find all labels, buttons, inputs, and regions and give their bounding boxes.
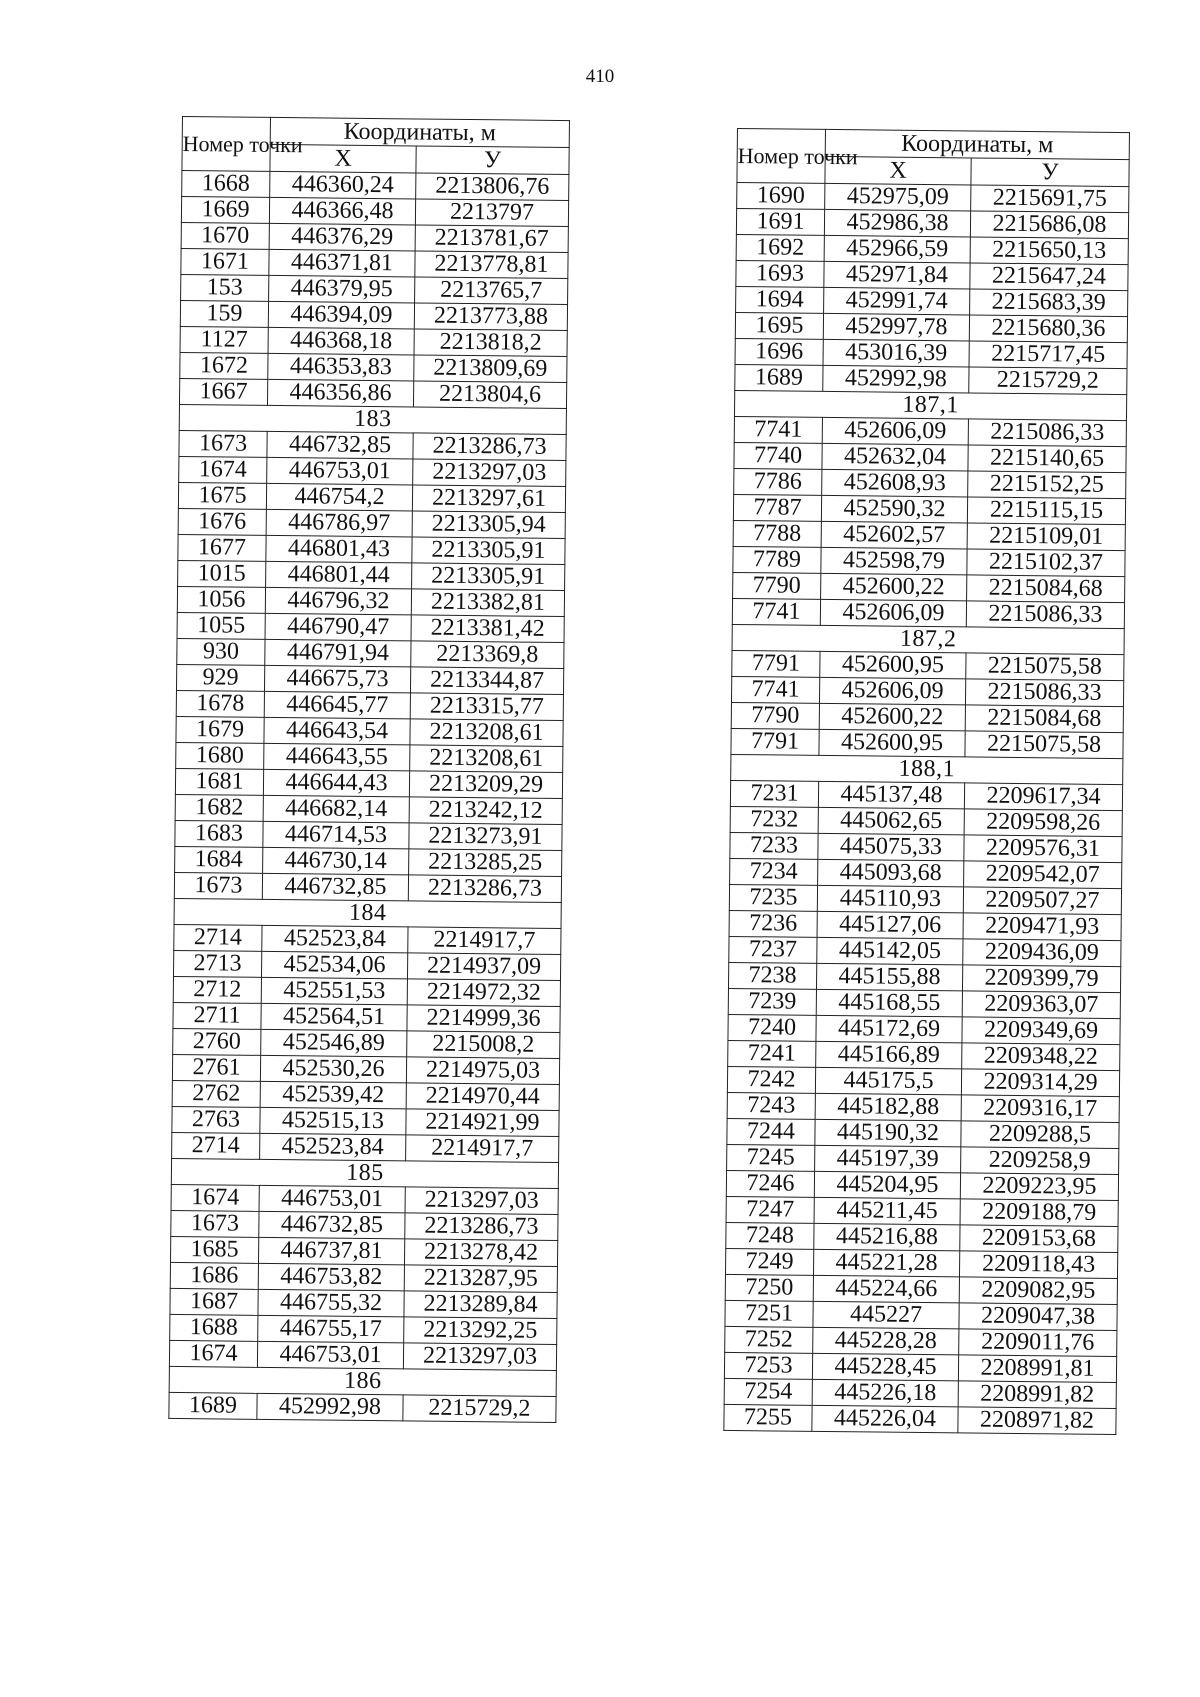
x-coordinate-cell: 452551,53 [261, 977, 407, 1005]
point-number-cell: 2711 [173, 1002, 261, 1029]
y-coordinate-cell: 2213286,73 [405, 1213, 558, 1241]
point-number-cell: 7231 [730, 780, 818, 807]
page-number: 410 [585, 66, 615, 87]
x-coordinate-cell: 446753,82 [258, 1263, 404, 1291]
point-number-cell: 2763 [172, 1106, 260, 1133]
x-coordinate-cell: 452600,22 [821, 573, 967, 601]
point-number-cell: 7252 [725, 1326, 813, 1353]
point-number-cell: 1686 [170, 1262, 258, 1289]
x-coordinate-cell: 446790,47 [265, 613, 411, 641]
x-coordinate-cell: 452992,98 [257, 1393, 403, 1421]
point-number-cell: 1692 [736, 234, 824, 261]
y-coordinate-cell: 2215152,25 [968, 471, 1126, 499]
x-coordinate-cell: 445142,05 [817, 937, 963, 965]
y-coordinate-cell: 2213297,61 [412, 485, 565, 513]
point-number-cell: 7251 [725, 1300, 813, 1327]
y-coordinate-cell: 2214972,32 [407, 979, 560, 1007]
section-number: 184 [174, 898, 561, 928]
x-coordinate-cell: 452991,74 [824, 287, 970, 315]
x-coordinate-cell: 446371,81 [269, 249, 415, 277]
section-number: 187,1 [734, 390, 1126, 420]
x-coordinate-cell: 452598,79 [821, 547, 967, 575]
y-coordinate-cell: 2209436,09 [963, 939, 1121, 967]
point-number-cell: 7240 [728, 1014, 816, 1041]
y-coordinate-cell: 2215084,68 [965, 705, 1123, 733]
point-number-cell: 1678 [176, 690, 264, 717]
y-coordinate-cell: 2215729,2 [969, 367, 1127, 395]
y-coordinate-cell: 2215075,58 [966, 653, 1124, 681]
y-coordinate-cell: 2213804,6 [413, 381, 566, 409]
x-coordinate-cell: 446360,24 [270, 171, 416, 199]
x-coordinate-cell: 446801,43 [266, 535, 412, 563]
point-number-cell: 7741 [734, 416, 822, 443]
x-coordinate-cell: 452539,42 [260, 1081, 406, 1109]
x-coordinate-cell: 446353,83 [268, 353, 414, 381]
y-coordinate-cell: 2209316,17 [961, 1095, 1119, 1123]
point-number-cell: 1688 [170, 1314, 258, 1341]
x-coordinate-cell: 446737,81 [258, 1237, 404, 1265]
point-number-cell: 1673 [171, 1210, 259, 1237]
x-coordinate-cell: 445075,33 [818, 833, 964, 861]
x-coordinate-cell: 445127,06 [817, 911, 963, 939]
point-number-cell: 7740 [734, 442, 822, 469]
table-row [179, 378, 566, 408]
x-coordinate-cell: 446730,14 [263, 847, 409, 875]
y-coordinate-cell: 2209399,79 [962, 965, 1120, 993]
y-coordinate-cell: 2213208,61 [410, 719, 563, 747]
point-number-cell: 1674 [171, 1184, 259, 1211]
y-coordinate-cell: 2213806,76 [416, 173, 569, 201]
y-coordinate-cell: 2215102,37 [967, 549, 1125, 577]
x-coordinate-cell: 445182,88 [815, 1093, 961, 1121]
table-row [172, 1132, 559, 1162]
y-coordinate-cell: 2215086,33 [966, 601, 1124, 629]
point-number-cell: 7786 [734, 468, 822, 495]
y-coordinate-cell: 2209349,69 [962, 1017, 1120, 1045]
y-coordinate-cell: 2209471,93 [963, 913, 1121, 941]
x-coordinate-cell: 452523,84 [262, 925, 408, 953]
point-number-cell: 1687 [170, 1288, 258, 1315]
y-coordinate-cell: 2215717,45 [969, 341, 1127, 369]
point-number-cell: 1673 [179, 430, 267, 457]
header-point-number: Номер точки [737, 129, 826, 184]
point-number-cell: 1127 [180, 326, 268, 353]
x-coordinate-cell: 452606,09 [822, 417, 968, 445]
point-number-cell: 1685 [170, 1236, 258, 1263]
x-coordinate-cell: 452515,13 [260, 1107, 406, 1135]
x-coordinate-cell: 446755,17 [258, 1315, 404, 1343]
x-coordinate-cell: 446379,95 [269, 275, 415, 303]
x-coordinate-cell: 446796,32 [265, 587, 411, 615]
x-coordinate-cell: 446732,85 [267, 431, 413, 459]
point-number-cell: 7248 [726, 1222, 814, 1249]
point-number-cell: 7233 [730, 832, 818, 859]
x-coordinate-cell: 452534,06 [261, 951, 407, 979]
x-coordinate-cell: 446675,73 [264, 665, 410, 693]
x-coordinate-cell: 446753,01 [257, 1341, 403, 1369]
y-coordinate-cell: 2208991,81 [958, 1355, 1116, 1383]
x-coordinate-cell: 446786,97 [266, 509, 412, 537]
y-coordinate-cell: 2214917,7 [408, 927, 561, 955]
y-coordinate-cell: 2213289,84 [404, 1291, 557, 1319]
point-number-cell: 2714 [174, 924, 262, 951]
x-coordinate-cell: 445166,89 [816, 1041, 962, 1069]
x-coordinate-cell: 452971,84 [824, 261, 970, 289]
x-coordinate-cell: 445155,88 [816, 963, 962, 991]
point-number-cell: 7791 [732, 650, 820, 677]
table-row [735, 364, 1127, 394]
x-coordinate-cell: 446754,2 [266, 483, 412, 511]
point-number-cell: 1667 [179, 378, 267, 405]
x-coordinate-cell: 452530,26 [260, 1055, 406, 1083]
point-number-cell: 159 [180, 300, 268, 327]
point-number-cell: 2713 [173, 950, 261, 977]
point-number-cell: 7239 [728, 988, 816, 1015]
x-coordinate-cell: 453016,39 [823, 339, 969, 367]
point-number-cell: 1681 [175, 768, 263, 795]
y-coordinate-cell: 2213209,29 [409, 771, 562, 799]
x-coordinate-cell: 446366,48 [269, 197, 415, 225]
x-coordinate-cell: 445224,66 [813, 1275, 959, 1303]
y-coordinate-cell: 2209011,76 [959, 1329, 1117, 1357]
y-coordinate-cell: 2215686,08 [970, 211, 1128, 239]
y-coordinate-cell: 2213286,73 [413, 433, 566, 461]
y-coordinate-cell: 2213765,7 [415, 277, 568, 305]
x-coordinate-cell: 446682,14 [263, 795, 409, 823]
y-coordinate-cell: 2213781,67 [415, 225, 568, 253]
y-coordinate-cell: 2215084,68 [967, 575, 1125, 603]
y-coordinate-cell: 2214921,99 [406, 1109, 559, 1137]
point-number-cell: 7250 [725, 1274, 813, 1301]
point-number-cell: 1679 [176, 716, 264, 743]
point-number-cell: 1682 [175, 794, 263, 821]
x-coordinate-cell: 452564,51 [261, 1003, 407, 1031]
header-x: X [270, 144, 416, 173]
x-coordinate-cell: 445221,28 [813, 1249, 959, 1277]
y-coordinate-cell: 2215008,2 [407, 1031, 560, 1059]
y-coordinate-cell: 2215683,39 [970, 289, 1128, 317]
point-number-cell: 7244 [727, 1118, 815, 1145]
header-coordinates: Координаты, м [270, 117, 569, 147]
y-coordinate-cell: 2209118,43 [959, 1251, 1117, 1279]
point-number-cell: 2712 [173, 976, 261, 1003]
point-number-cell: 7235 [729, 884, 817, 911]
point-number-cell: 929 [176, 664, 264, 691]
y-coordinate-cell: 2209348,22 [962, 1043, 1120, 1071]
section-number: 185 [171, 1158, 558, 1188]
point-number-cell: 7790 [731, 702, 819, 729]
x-coordinate-cell: 445228,28 [813, 1327, 959, 1355]
point-number-cell: 1055 [177, 612, 265, 639]
header-x: X [825, 156, 971, 185]
y-coordinate-cell: 2215086,33 [965, 679, 1123, 707]
y-coordinate-cell: 2213208,61 [410, 745, 563, 773]
x-coordinate-cell: 452602,57 [821, 521, 967, 549]
point-number-cell: 2714 [172, 1132, 260, 1159]
y-coordinate-cell: 2215729,2 [403, 1395, 556, 1423]
x-coordinate-cell: 445197,39 [815, 1145, 961, 1173]
y-coordinate-cell: 2213297,03 [413, 459, 566, 487]
point-number-cell: 7245 [727, 1144, 815, 1171]
y-coordinate-cell: 2213797 [415, 199, 568, 227]
y-coordinate-cell: 2214917,7 [406, 1135, 559, 1163]
y-coordinate-cell: 2209082,95 [959, 1277, 1117, 1305]
x-coordinate-cell: 452606,09 [820, 599, 966, 627]
y-coordinate-cell: 2209617,34 [964, 783, 1122, 811]
x-coordinate-cell: 452992,98 [823, 365, 969, 393]
y-coordinate-cell: 2214937,09 [407, 953, 560, 981]
point-number-cell: 7246 [726, 1170, 814, 1197]
point-number-cell: 1670 [181, 222, 269, 249]
x-coordinate-cell: 445211,45 [814, 1197, 960, 1225]
y-coordinate-cell: 2208971,82 [958, 1407, 1116, 1435]
y-coordinate-cell: 2213382,81 [411, 589, 564, 617]
coordinates-table-right [723, 128, 1130, 1435]
point-number-cell: 7234 [730, 858, 818, 885]
y-coordinate-cell: 2213286,73 [408, 875, 561, 903]
x-coordinate-cell: 446376,29 [269, 223, 415, 251]
point-number-cell: 1671 [181, 248, 269, 275]
point-number-cell: 1696 [735, 338, 823, 365]
y-coordinate-cell: 2213297,03 [405, 1187, 558, 1215]
point-number-cell: 7236 [729, 910, 817, 937]
y-coordinate-cell: 2209047,38 [959, 1303, 1117, 1331]
x-coordinate-cell: 452523,84 [260, 1133, 406, 1161]
x-coordinate-cell: 445137,48 [818, 781, 964, 809]
x-coordinate-cell: 446753,01 [267, 457, 413, 485]
point-number-cell: 7237 [729, 936, 817, 963]
point-number-cell: 7241 [728, 1040, 816, 1067]
x-coordinate-cell: 452608,93 [822, 469, 968, 497]
point-number-cell: 1015 [178, 560, 266, 587]
y-coordinate-cell: 2209576,31 [964, 835, 1122, 863]
point-number-cell: 7254 [724, 1378, 812, 1405]
x-coordinate-cell: 452966,59 [824, 235, 970, 263]
x-coordinate-cell: 446732,85 [262, 873, 408, 901]
point-number-cell: 7247 [726, 1196, 814, 1223]
x-coordinate-cell: 446801,44 [266, 561, 412, 589]
point-number-cell: 930 [177, 638, 265, 665]
y-coordinate-cell: 2213305,91 [412, 563, 565, 591]
section-number: 187,2 [732, 624, 1124, 654]
y-coordinate-cell: 2213292,25 [404, 1317, 557, 1345]
point-number-cell: 1673 [174, 872, 262, 899]
x-coordinate-cell: 445062,65 [818, 807, 964, 835]
point-number-cell: 1674 [169, 1340, 257, 1367]
y-coordinate-cell: 2209598,26 [964, 809, 1122, 837]
x-coordinate-cell: 445110,93 [817, 885, 963, 913]
point-number-cell: 7741 [732, 598, 820, 625]
point-number-cell: 7789 [733, 546, 821, 573]
y-coordinate-cell: 2209288,5 [961, 1121, 1119, 1149]
x-coordinate-cell: 446732,85 [259, 1211, 405, 1239]
coordinates-table-left [168, 116, 570, 1423]
y-coordinate-cell: 2213242,12 [409, 797, 562, 825]
table-row [169, 1392, 556, 1422]
point-number-cell: 7787 [733, 494, 821, 521]
y-coordinate-cell: 2215691,75 [971, 185, 1129, 213]
point-number-cell: 1672 [180, 352, 268, 379]
y-coordinate-cell: 2215086,33 [968, 419, 1126, 447]
point-number-cell: 7238 [728, 962, 816, 989]
y-coordinate-cell: 2215647,24 [970, 263, 1128, 291]
x-coordinate-cell: 445228,45 [812, 1353, 958, 1381]
x-coordinate-cell: 446356,86 [267, 379, 413, 407]
y-coordinate-cell: 2209363,07 [962, 991, 1120, 1019]
y-coordinate-cell: 2209258,9 [961, 1147, 1119, 1175]
y-coordinate-cell: 2213773,88 [414, 303, 567, 331]
point-number-cell: 7255 [724, 1404, 812, 1431]
table-row [169, 1340, 556, 1370]
header-point-number: Номер точки [182, 117, 271, 172]
x-coordinate-cell: 445190,32 [815, 1119, 961, 1147]
point-number-cell: 7788 [733, 520, 821, 547]
table-row [174, 872, 561, 902]
point-number-cell: 7232 [730, 806, 818, 833]
section-number: 186 [169, 1366, 556, 1396]
header-coordinates: Координаты, м [825, 129, 1129, 159]
y-coordinate-cell: 2214970,44 [406, 1083, 559, 1111]
x-coordinate-cell: 445093,68 [818, 859, 964, 887]
y-coordinate-cell: 2208991,82 [958, 1381, 1116, 1409]
x-coordinate-cell: 452600,95 [819, 729, 965, 757]
y-coordinate-cell: 2213285,25 [409, 849, 562, 877]
x-coordinate-cell: 445168,55 [816, 989, 962, 1017]
y-coordinate-cell: 2213315,77 [410, 693, 563, 721]
y-coordinate-cell: 2215650,13 [970, 237, 1128, 265]
point-number-cell: 2762 [172, 1080, 260, 1107]
point-number-cell: 1669 [181, 197, 269, 224]
y-coordinate-cell: 2213278,42 [404, 1239, 557, 1267]
y-coordinate-cell: 2209188,79 [960, 1199, 1118, 1227]
point-number-cell: 7253 [724, 1352, 812, 1379]
point-number-cell: 1676 [178, 508, 266, 535]
point-number-cell: 1677 [178, 534, 266, 561]
y-coordinate-cell: 2209223,95 [960, 1173, 1118, 1201]
point-number-cell: 1668 [182, 171, 270, 198]
x-coordinate-cell: 445172,69 [816, 1015, 962, 1043]
point-number-cell: 1690 [737, 183, 825, 210]
header-y: У [416, 146, 569, 175]
y-coordinate-cell: 2215075,58 [965, 731, 1123, 759]
x-coordinate-cell: 446368,18 [268, 327, 414, 355]
y-coordinate-cell: 2215140,65 [968, 445, 1126, 473]
y-coordinate-cell: 2213369,8 [411, 641, 564, 669]
point-number-cell: 1683 [175, 820, 263, 847]
y-coordinate-cell: 2209542,07 [964, 861, 1122, 889]
point-number-cell: 1693 [736, 260, 824, 287]
x-coordinate-cell: 446645,77 [264, 691, 410, 719]
y-coordinate-cell: 2215115,15 [967, 497, 1125, 525]
y-coordinate-cell: 2213273,91 [409, 823, 562, 851]
y-coordinate-cell: 2213305,91 [412, 537, 565, 565]
y-coordinate-cell: 2213809,69 [414, 355, 567, 383]
x-coordinate-cell: 446753,01 [259, 1185, 405, 1213]
point-number-cell: 153 [181, 274, 269, 301]
x-coordinate-cell: 445216,88 [814, 1223, 960, 1251]
point-number-cell: 1684 [175, 846, 263, 873]
x-coordinate-cell: 452546,89 [261, 1029, 407, 1057]
x-coordinate-cell: 446394,09 [268, 301, 414, 329]
x-coordinate-cell: 452632,04 [822, 443, 968, 471]
x-coordinate-cell: 446644,43 [263, 769, 409, 797]
y-coordinate-cell: 2209153,68 [960, 1225, 1118, 1253]
x-coordinate-cell: 446755,32 [258, 1289, 404, 1317]
point-number-cell: 2761 [172, 1054, 260, 1081]
x-coordinate-cell: 445175,5 [815, 1067, 961, 1095]
y-coordinate-cell: 2213297,03 [403, 1343, 556, 1371]
point-number-cell: 7791 [731, 728, 819, 755]
y-coordinate-cell: 2213287,95 [404, 1265, 557, 1293]
x-coordinate-cell: 445226,04 [812, 1405, 958, 1433]
point-number-cell: 1056 [177, 586, 265, 613]
y-coordinate-cell: 2214999,36 [407, 1005, 560, 1033]
x-coordinate-cell: 452997,78 [823, 313, 969, 341]
point-number-cell: 1674 [179, 456, 267, 483]
table-row [724, 1404, 1116, 1434]
x-coordinate-cell: 446714,53 [263, 821, 409, 849]
x-coordinate-cell: 445227 [813, 1301, 959, 1329]
x-coordinate-cell: 452600,95 [820, 651, 966, 679]
table-row [731, 728, 1123, 758]
point-number-cell: 1695 [735, 312, 823, 339]
x-coordinate-cell: 452606,09 [819, 677, 965, 705]
point-number-cell: 1694 [736, 286, 824, 313]
point-number-cell: 7790 [733, 572, 821, 599]
section-number: 188,1 [731, 754, 1123, 784]
y-coordinate-cell: 2213344,87 [410, 667, 563, 695]
y-coordinate-cell: 2213381,42 [411, 615, 564, 643]
x-coordinate-cell: 446643,54 [264, 717, 410, 745]
x-coordinate-cell: 446643,55 [264, 743, 410, 771]
y-coordinate-cell: 2215680,36 [969, 315, 1127, 343]
header-y: У [971, 158, 1129, 187]
y-coordinate-cell: 2213305,94 [412, 511, 565, 539]
x-coordinate-cell: 452600,22 [819, 703, 965, 731]
y-coordinate-cell: 2209314,29 [961, 1069, 1119, 1097]
section-number: 183 [179, 404, 566, 434]
x-coordinate-cell: 452590,32 [821, 495, 967, 523]
x-coordinate-cell: 445226,18 [812, 1379, 958, 1407]
x-coordinate-cell: 446791,94 [265, 639, 411, 667]
point-number-cell: 1675 [178, 482, 266, 509]
point-number-cell: 1680 [176, 742, 264, 769]
y-coordinate-cell: 2214975,03 [406, 1057, 559, 1085]
y-coordinate-cell: 2213818,2 [414, 329, 567, 357]
point-number-cell: 7243 [727, 1092, 815, 1119]
x-coordinate-cell: 452975,09 [825, 183, 971, 211]
point-number-cell: 7249 [725, 1248, 813, 1275]
point-number-cell: 7741 [731, 676, 819, 703]
table-row [732, 598, 1124, 628]
y-coordinate-cell: 2213778,81 [415, 251, 568, 279]
point-number-cell: 1689 [735, 364, 823, 391]
x-coordinate-cell: 445204,95 [814, 1171, 960, 1199]
y-coordinate-cell: 2209507,27 [963, 887, 1121, 915]
x-coordinate-cell: 452986,38 [824, 209, 970, 237]
y-coordinate-cell: 2215109,01 [967, 523, 1125, 551]
point-number-cell: 1691 [736, 209, 824, 236]
point-number-cell: 7242 [727, 1066, 815, 1093]
point-number-cell: 2760 [173, 1028, 261, 1055]
point-number-cell: 1689 [169, 1392, 257, 1419]
